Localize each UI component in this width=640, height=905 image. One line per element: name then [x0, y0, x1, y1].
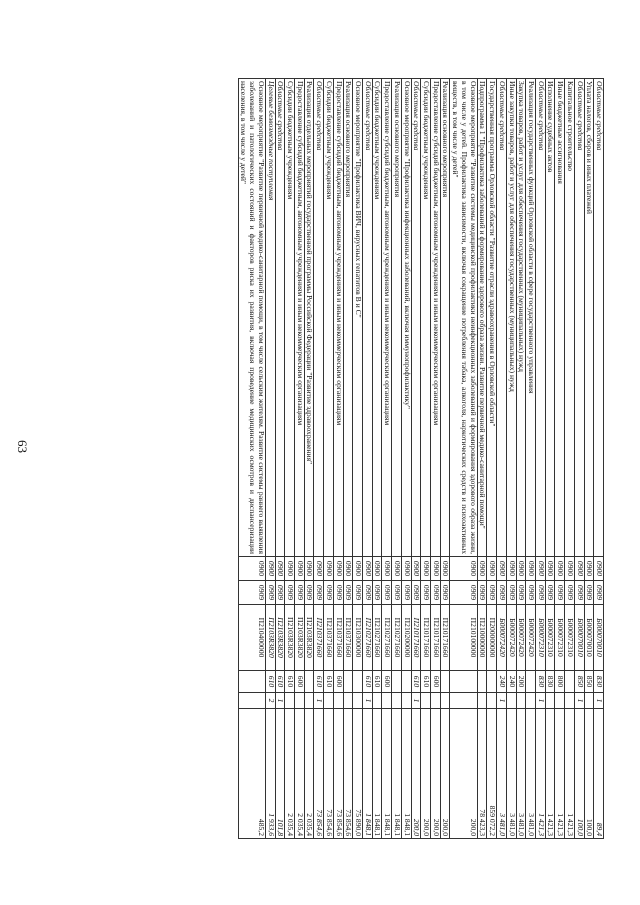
row-name: Реализация отдельных мероприятий государственной программы Российской Федерации "Развитие здравоохранения"	[304, 79, 314, 557]
row-name: Иные закупки товаров, работ и услуг для обеспечения государственных (муниципальных) нужд	[506, 79, 516, 557]
row-amount: 2 035,4	[295, 709, 305, 839]
row-name: Закупка товаров, работ и услуг для обеспечения государственных (муниципальных) нужд	[516, 79, 526, 557]
row-target-article-code: Б000072310	[545, 605, 555, 671]
row-source-code	[285, 693, 295, 709]
row-section-code: 0900	[477, 557, 487, 581]
row-section-code: 0900	[450, 557, 477, 581]
row-subsection-code: 0909	[516, 581, 526, 605]
row-section-code: 0900	[238, 557, 265, 581]
row-name: Иные бюджетные ассигнования	[555, 79, 565, 557]
table-row	[392, 79, 402, 839]
row-expense-type-code: 610	[372, 671, 382, 693]
row-expense-type-code: 610	[363, 671, 373, 693]
row-section-code: 0900	[526, 557, 536, 581]
table-row	[295, 79, 305, 839]
row-section-code: 0900	[411, 557, 421, 581]
row-name: Основное мероприятие "Развитие первичной медико-санитарной помощи, в том числе сельским жителям. Развитие системы раннего выявления заболеваний и патологических состояний и факторов риска их развития, включая проведение медицинских осмотров и диспансеризации населения, в том числе у детей"	[238, 79, 265, 557]
row-target-article-code: Б000070010	[574, 605, 584, 671]
row-target-article-code: П210371660	[324, 605, 334, 671]
row-target-article-code: П210271660	[363, 605, 373, 671]
row-target-article-code: П200000000	[487, 605, 497, 671]
table-row	[324, 79, 334, 839]
row-expense-type-code	[238, 671, 265, 693]
page-number: 63	[15, 440, 30, 453]
row-amount: 3 481,0	[526, 709, 536, 839]
row-target-article-code: П210300000	[353, 605, 363, 671]
row-expense-type-code: 610	[421, 671, 431, 693]
row-name: Субсидии бюджетным учреждениям	[324, 79, 334, 557]
row-section-code: 0900	[363, 557, 373, 581]
row-source-code	[431, 693, 441, 709]
row-name: Областные средства	[275, 79, 285, 557]
row-section-code: 0900	[584, 557, 594, 581]
row-expense-type-code: 850	[574, 671, 584, 693]
row-subsection-code: 0909	[333, 581, 343, 605]
row-name: Областные средства	[574, 79, 584, 557]
row-target-article-code: П210100000	[450, 605, 477, 671]
row-expense-type-code: 610	[411, 671, 421, 693]
table-row	[401, 79, 411, 839]
row-target-article-code: Б000072310	[565, 605, 575, 671]
row-source-code	[421, 693, 431, 709]
row-expense-type-code: 800	[555, 671, 565, 693]
row-section-code: 0900	[497, 557, 507, 581]
row-subsection-code: 0909	[477, 581, 487, 605]
table-body	[238, 79, 603, 839]
table-row	[238, 79, 265, 839]
row-subsection-code: 0909	[401, 581, 411, 605]
row-source-code	[238, 693, 265, 709]
table-row	[440, 79, 450, 839]
row-name: Реализация основного мероприятия	[440, 79, 450, 557]
row-expense-type-code: 610	[314, 671, 324, 693]
row-target-article-code: П2103R3820	[304, 605, 314, 671]
row-section-code: 0900	[285, 557, 295, 581]
row-expense-type-code	[343, 671, 353, 693]
row-expense-type-code	[392, 671, 402, 693]
row-section-code: 0900	[421, 557, 431, 581]
table-row	[574, 79, 584, 839]
row-target-article-code: П210271660	[382, 605, 392, 671]
row-expense-type-code: 830	[535, 671, 545, 693]
row-amount: 73 854,6	[314, 709, 324, 839]
row-source-code	[372, 693, 382, 709]
row-section-code: 0900	[516, 557, 526, 581]
row-source-code	[295, 693, 305, 709]
row-expense-type-code: 240	[497, 671, 507, 693]
row-name: Целевые безвозмездные поступления	[265, 79, 275, 557]
row-subsection-code: 0909	[353, 581, 363, 605]
row-subsection-code: 0909	[238, 581, 265, 605]
row-subsection-code: 0909	[526, 581, 536, 605]
row-target-article-code: П2103R3820	[285, 605, 295, 671]
row-subsection-code: 0909	[506, 581, 516, 605]
row-subsection-code: 0909	[265, 581, 275, 605]
row-target-article-code: П210371660	[314, 605, 324, 671]
row-target-article-code: П2103R3820	[265, 605, 275, 671]
row-subsection-code: 0909	[275, 581, 285, 605]
row-subsection-code: 0909	[363, 581, 373, 605]
row-target-article-code: П210400000	[238, 605, 265, 671]
row-name: Предоставление субсидий бюджетным, автономным учреждениям и иным некоммерческим организациям	[295, 79, 305, 557]
row-source-code	[545, 693, 555, 709]
row-amount: 1 421,3	[565, 709, 575, 839]
row-expense-type-code: 200	[516, 671, 526, 693]
row-subsection-code: 0909	[450, 581, 477, 605]
row-amount: 485,2	[238, 709, 265, 839]
row-source-code: 1	[363, 693, 373, 709]
row-subsection-code: 0909	[584, 581, 594, 605]
table-row	[545, 79, 555, 839]
row-target-article-code: П210271660	[392, 605, 402, 671]
budget-table	[238, 78, 604, 839]
row-amount: 2 035,4	[285, 709, 295, 839]
row-source-code	[526, 693, 536, 709]
table-row	[497, 79, 507, 839]
row-section-code: 0900	[506, 557, 516, 581]
row-source-code: 1	[411, 693, 421, 709]
row-subsection-code: 0909	[392, 581, 402, 605]
row-source-code	[477, 693, 487, 709]
row-amount: 1 421,3	[545, 709, 555, 839]
row-name: Реализация государственных функций Орловской области в сфере государственного управления	[526, 79, 536, 557]
row-amount: 73 854,6	[343, 709, 353, 839]
row-expense-type-code: 830	[545, 671, 555, 693]
row-target-article-code: П210371660	[333, 605, 343, 671]
row-source-code	[450, 693, 477, 709]
row-subsection-code: 0909	[324, 581, 334, 605]
row-section-code: 0900	[440, 557, 450, 581]
row-section-code: 0900	[565, 557, 575, 581]
row-section-code: 0900	[535, 557, 545, 581]
row-name: Областные средства	[314, 79, 324, 557]
row-name: Государственная программа Орловской области "Развитие отрасли здравоохранения в Орловской области"	[487, 79, 497, 557]
row-expense-type-code	[450, 671, 477, 693]
row-section-code: 0900	[304, 557, 314, 581]
row-amount: 200,0	[440, 709, 450, 839]
row-amount: 1 421,3	[535, 709, 545, 839]
row-name: Подпрограмма 1 "Профилактика заболеваний и формирование здорового образа жизни. Развитие первичной медико-санитарной помощи"	[477, 79, 487, 557]
table-row	[565, 79, 575, 839]
row-name: Уплата налогов, сборов и иных платежей	[584, 79, 594, 557]
row-subsection-code: 0909	[285, 581, 295, 605]
row-subsection-code: 0909	[343, 581, 353, 605]
row-source-code	[555, 693, 565, 709]
row-source-code	[506, 693, 516, 709]
row-subsection-code: 0909	[304, 581, 314, 605]
row-section-code: 0900	[431, 557, 441, 581]
row-target-article-code: П210200000	[401, 605, 411, 671]
row-name: Капитальное строительство	[565, 79, 575, 557]
row-name: Областные средства	[497, 79, 507, 557]
row-source-code: 1	[535, 693, 545, 709]
row-source-code	[304, 693, 314, 709]
table-row	[343, 79, 353, 839]
row-subsection-code: 0909	[497, 581, 507, 605]
row-source-code	[584, 693, 594, 709]
row-subsection-code: 0909	[574, 581, 584, 605]
row-subsection-code: 0909	[545, 581, 555, 605]
row-subsection-code: 0909	[565, 581, 575, 605]
table-row	[594, 79, 604, 839]
row-source-code	[392, 693, 402, 709]
row-source-code: 2	[265, 693, 275, 709]
row-source-code: 1	[594, 693, 604, 709]
row-expense-type-code: 610	[285, 671, 295, 693]
row-name: Реализация основного мероприятия	[392, 79, 402, 557]
table-row	[506, 79, 516, 839]
row-expense-type-code: 600	[431, 671, 441, 693]
row-target-article-code: П210000000	[477, 605, 487, 671]
row-subsection-code: 0909	[314, 581, 324, 605]
row-target-article-code: П210171660	[411, 605, 421, 671]
row-source-code	[401, 693, 411, 709]
row-amount: 1 848,1	[372, 709, 382, 839]
row-expense-type-code	[565, 671, 575, 693]
row-subsection-code: 0909	[535, 581, 545, 605]
row-section-code: 0900	[594, 557, 604, 581]
table-row	[526, 79, 536, 839]
row-amount: 200,0	[450, 709, 477, 839]
row-expense-type-code: 600	[333, 671, 343, 693]
row-name: Основное мероприятие "Профилактика ВИЧ, вирусных гепатитов В и С"	[353, 79, 363, 557]
row-target-article-code: П210171660	[440, 605, 450, 671]
row-subsection-code: 0909	[295, 581, 305, 605]
row-target-article-code: П210171660	[421, 605, 431, 671]
row-target-article-code: П210271660	[372, 605, 382, 671]
row-target-article-code: Б000072310	[555, 605, 565, 671]
rotated-page-content	[238, 78, 604, 838]
row-name: Исполнение судебных актов	[545, 79, 555, 557]
row-target-article-code: Б000070010	[584, 605, 594, 671]
row-name: Областные средства	[363, 79, 373, 557]
row-target-article-code: Б000070010	[594, 605, 604, 671]
row-source-code	[487, 693, 497, 709]
row-section-code: 0900	[545, 557, 555, 581]
row-name: Областные средства	[594, 79, 604, 557]
row-name: Предоставление субсидий бюджетным, автономным учреждениям и иным некоммерческим организациям	[431, 79, 441, 557]
row-target-article-code: Б000072420	[516, 605, 526, 671]
row-name: Субсидии бюджетным учреждениям	[372, 79, 382, 557]
row-amount: 3 481,0	[516, 709, 526, 839]
table-row	[314, 79, 324, 839]
row-source-code: 1	[574, 693, 584, 709]
row-name: Областные средства	[411, 79, 421, 557]
row-subsection-code: 0909	[411, 581, 421, 605]
row-amount: 101,8	[275, 709, 285, 839]
row-expense-type-code	[440, 671, 450, 693]
row-subsection-code: 0909	[431, 581, 441, 605]
row-target-article-code: Б000072420	[526, 605, 536, 671]
row-amount: 1 848,1	[363, 709, 373, 839]
table-row	[333, 79, 343, 839]
row-amount: 1 848,1	[382, 709, 392, 839]
row-target-article-code: Б000072310	[535, 605, 545, 671]
row-target-article-code: П210371660	[343, 605, 353, 671]
row-expense-type-code	[487, 671, 497, 693]
row-section-code: 0900	[574, 557, 584, 581]
row-amount: 1 848,1	[392, 709, 402, 839]
row-name: Субсидии бюджетным учреждениям	[421, 79, 431, 557]
table-row	[477, 79, 487, 839]
row-amount: 200,0	[421, 709, 431, 839]
row-name: Основное мероприятие "Развитие системы медицинской профилактики неинфекционных заболеваний и формирования здорового образа жизни, в том числе у детей. Профилактика зависимости, включая сокращение потребления табака, алкоголя, наркотических средств и психоактивных веществ, в том числе у детей"	[450, 79, 477, 557]
row-amount: 78 423,3	[477, 709, 487, 839]
table-row	[487, 79, 497, 839]
row-section-code: 0900	[333, 557, 343, 581]
row-target-article-code: П2103R3820	[295, 605, 305, 671]
row-section-code: 0900	[382, 557, 392, 581]
row-expense-type-code	[526, 671, 536, 693]
row-target-article-code: П2103R3820	[275, 605, 285, 671]
row-amount: 2 035,4	[304, 709, 314, 839]
row-section-code: 0900	[343, 557, 353, 581]
row-amount: 73 854,6	[324, 709, 334, 839]
row-source-code	[343, 693, 353, 709]
row-amount: 200,0	[411, 709, 421, 839]
row-source-code: 1	[314, 693, 324, 709]
row-section-code: 0900	[372, 557, 382, 581]
row-expense-type-code: 830	[594, 671, 604, 693]
table-row	[516, 79, 526, 839]
row-source-code	[353, 693, 363, 709]
row-expense-type-code	[477, 671, 487, 693]
table-row	[285, 79, 295, 839]
row-source-code	[324, 693, 334, 709]
row-expense-type-code: 610	[275, 671, 285, 693]
row-amount: 73 854,6	[333, 709, 343, 839]
table-row	[555, 79, 565, 839]
row-expense-type-code: 600	[382, 671, 392, 693]
row-amount: 3 481,0	[506, 709, 516, 839]
row-name: Областные средства	[535, 79, 545, 557]
row-source-code	[516, 693, 526, 709]
table-row	[535, 79, 545, 839]
row-subsection-code: 0909	[372, 581, 382, 605]
table-row	[382, 79, 392, 839]
row-expense-type-code: 240	[506, 671, 516, 693]
row-section-code: 0900	[401, 557, 411, 581]
row-amount: 100,0	[584, 709, 594, 839]
row-expense-type-code: 600	[295, 671, 305, 693]
row-subsection-code: 0909	[487, 581, 497, 605]
table-row	[304, 79, 314, 839]
row-source-code: 1	[497, 693, 507, 709]
row-name: Субсидии бюджетным учреждениям	[285, 79, 295, 557]
row-amount: 100,0	[574, 709, 584, 839]
row-source-code: 1	[275, 693, 285, 709]
row-section-code: 0900	[275, 557, 285, 581]
table-row	[450, 79, 477, 839]
row-section-code: 0900	[353, 557, 363, 581]
table-row	[275, 79, 285, 839]
row-source-code	[333, 693, 343, 709]
row-expense-type-code: 610	[265, 671, 275, 693]
row-target-article-code: Б000072420	[506, 605, 516, 671]
row-amount: 859 072,2	[487, 709, 497, 839]
row-expense-type-code	[304, 671, 314, 693]
row-name: Реализация основного мероприятия	[343, 79, 353, 557]
row-subsection-code: 0909	[421, 581, 431, 605]
row-amount: 1 933,6	[265, 709, 275, 839]
row-expense-type-code: 850	[584, 671, 594, 693]
row-source-code	[565, 693, 575, 709]
row-amount: 89,4	[594, 709, 604, 839]
row-amount: 200,0	[431, 709, 441, 839]
row-source-code	[440, 693, 450, 709]
table-row	[265, 79, 275, 839]
table-row	[421, 79, 431, 839]
row-expense-type-code	[401, 671, 411, 693]
row-amount: 3 481,0	[497, 709, 507, 839]
row-section-code: 0900	[265, 557, 275, 581]
row-section-code: 0900	[295, 557, 305, 581]
row-target-article-code: Б000072420	[497, 605, 507, 671]
row-expense-type-code	[353, 671, 363, 693]
row-name: Основное мероприятие "Профилактика инфекционных заболеваний, включая иммунопрофилактику"	[401, 79, 411, 557]
row-amount: 1 421,3	[555, 709, 565, 839]
table-row	[372, 79, 382, 839]
table-row	[363, 79, 373, 839]
row-subsection-code: 0909	[594, 581, 604, 605]
row-section-code: 0900	[314, 557, 324, 581]
row-section-code: 0900	[487, 557, 497, 581]
row-expense-type-code: 610	[324, 671, 334, 693]
row-amount: 75 890,0	[353, 709, 363, 839]
table-row	[411, 79, 421, 839]
row-section-code: 0900	[555, 557, 565, 581]
row-section-code: 0900	[324, 557, 334, 581]
row-name: Предоставление субсидий бюджетным, автономным учреждениям и иным некоммерческим организациям	[333, 79, 343, 557]
table-row	[584, 79, 594, 839]
row-source-code	[382, 693, 392, 709]
row-section-code: 0900	[392, 557, 402, 581]
table-row	[353, 79, 363, 839]
row-amount: 1 848,1	[401, 709, 411, 839]
row-subsection-code: 0909	[555, 581, 565, 605]
row-name: Предоставление субсидий бюджетным, автономным учреждениям и иным некоммерческим организациям	[382, 79, 392, 557]
row-target-article-code: П210171660	[431, 605, 441, 671]
table-row	[431, 79, 441, 839]
row-subsection-code: 0909	[440, 581, 450, 605]
row-subsection-code: 0909	[382, 581, 392, 605]
